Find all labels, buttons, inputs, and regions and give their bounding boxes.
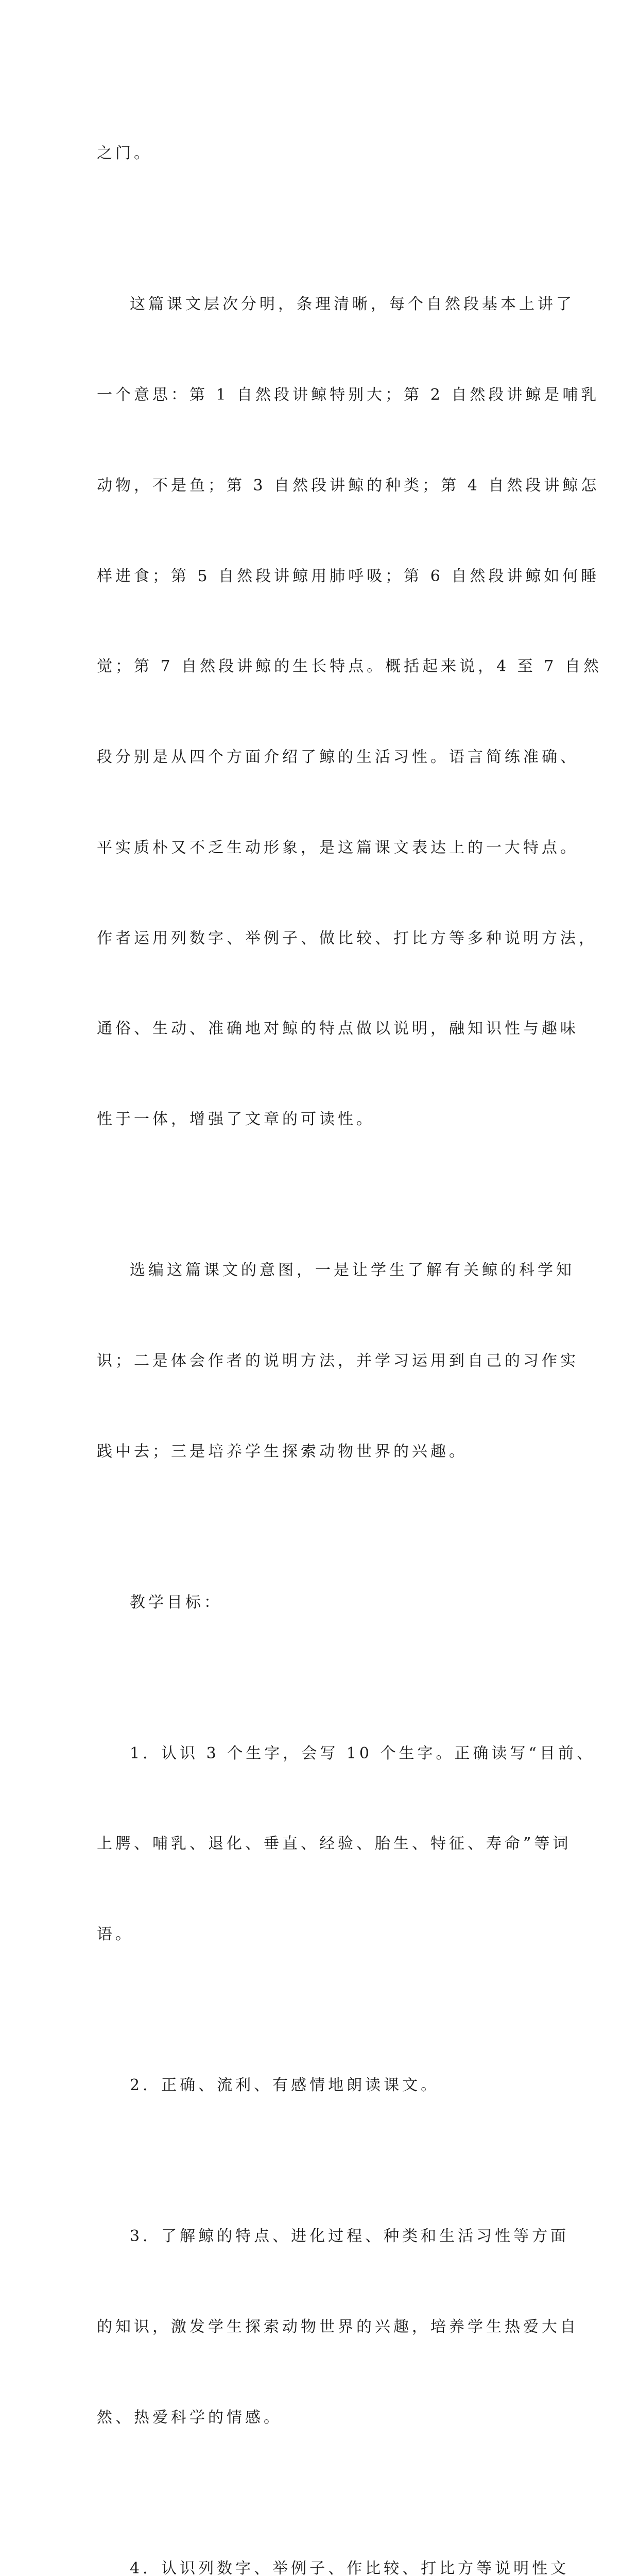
text-line: 上腭、哺乳、退化、垂直、经验、胎生、特征、寿命”等词 — [97, 1829, 550, 1859]
text-line: 动物，不是鱼；第 3 自然段讲鲸的种类；第 4 自然段讲鲸怎 — [97, 471, 550, 501]
text-line: 平实质朴又不乏生动形象，是这篇课文表达上的一大特点。 — [97, 833, 550, 863]
section-heading-teaching-goals — [97, 1528, 550, 1679]
text-line: 选编这篇课文的意图，一是让学生了解有关鲸的科学知 — [97, 1256, 550, 1286]
text-line: 觉；第 7 自然段讲鲸的生长特点。概括起来说，4 至 7 自然 — [97, 652, 550, 682]
goal-item-2 — [97, 2010, 550, 2161]
paragraph-continuation — [97, 78, 550, 229]
text-line: 样进食；第 5 自然段讲鲸用肺呼吸；第 6 自然段讲鲸如何睡 — [97, 562, 550, 592]
text-line: 作者运用列数字、举例子、做比较、打比方等多种说明方法， — [97, 924, 550, 954]
paragraph-intent — [97, 1195, 550, 1528]
text-line: 4．认识列数字、举例子、作比较、打比方等说明性文 — [97, 2554, 550, 2576]
text-line: 一个意思：第 1 自然段讲鲸特别大；第 2 自然段讲鲸是哺乳 — [97, 380, 550, 411]
text-line: 通俗、生动、准确地对鲸的特点做以说明，融知识性与趣味 — [97, 1014, 550, 1044]
goal-item-3 — [97, 2161, 550, 2494]
text-line: 践中去；三是培养学生探索动物世界的兴趣。 — [97, 1437, 550, 1467]
text-line: 然、热爱科学的情感。 — [97, 2403, 550, 2433]
text-line: 1．认识 3 个生字，会写 10 个生字。正确读写“目前、 — [97, 1739, 550, 1769]
paragraph-structure-summary — [97, 229, 550, 1195]
text-line: 段分别是从四个方面介绍了鲸的生活习性。语言简练准确、 — [97, 742, 550, 773]
text-line: 3．了解鲸的特点、进化过程、种类和生活习性等方面 — [97, 2222, 550, 2252]
text-line: 语。 — [97, 1920, 550, 1950]
text-line: 性于一体，增强了文章的可读性。 — [97, 1105, 550, 1135]
goal-item-1 — [97, 1678, 550, 2010]
text-line: 识；二是体会作者的说明方法，并学习运用到自己的习作实 — [97, 1346, 550, 1377]
text-line: 2．正确、流利、有感情地朗读课文。 — [97, 2071, 550, 2101]
text-line: 的知识，激发学生探索动物世界的兴趣，培养学生热爱大自 — [97, 2312, 550, 2343]
document-page — [97, 78, 550, 2576]
text-line: 教学目标： — [97, 1588, 550, 1618]
goal-item-4 — [97, 2494, 550, 2576]
text-line: 这篇课文层次分明，条理清晰，每个自然段基本上讲了 — [97, 290, 550, 320]
text-line: 之门。 — [97, 139, 550, 169]
